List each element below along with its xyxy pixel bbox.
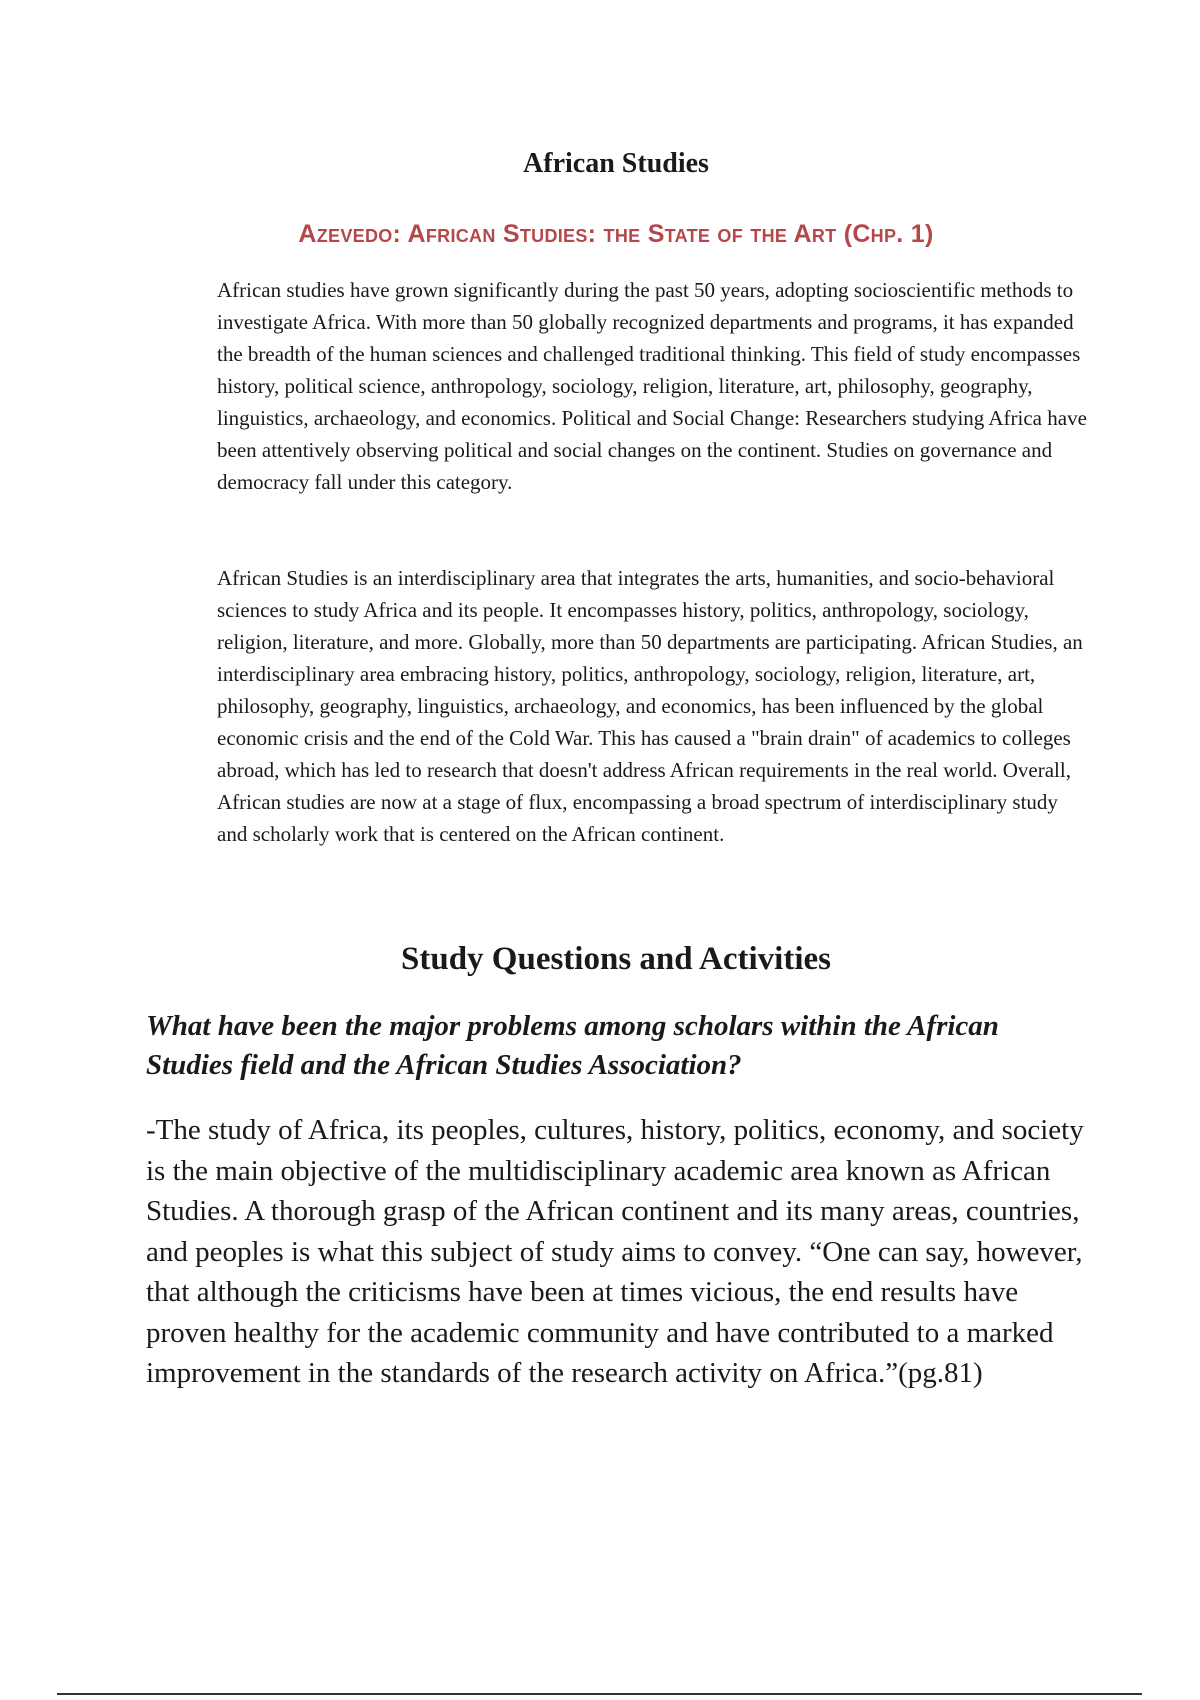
chapter-heading: Azevedo: African Studies: the State of the Art (Chp. 1) bbox=[298, 220, 934, 248]
study-question: What have been the major problems among scholars within the African Studies field and the African Studies Association? bbox=[146, 1010, 999, 1081]
page-title: African Studies bbox=[523, 148, 709, 179]
study-answer: -The study of Africa, its peoples, cultures, history, politics, economy, and society is the main objective of the multidisciplinary academic area known as African Studies. A thorough grasp of the African continent and its many areas, countries, and peoples is what this subject of study aims to convey. “One can say, however, that although the criticisms have been at times vicious, the end results have proven healthy for the academic community and have contributed to a marked improvement in the standards of the research activity on Africa.”(pg.81) bbox=[146, 1114, 1084, 1389]
section-heading: Study Questions and Activities bbox=[401, 941, 831, 977]
summary-paragraph-1: African studies have grown significantly during the past 50 years, adopting socioscientific methods to investigate Africa. With more than 50 globally recognized departments and programs, it has expanded the breadth of the human sciences and challenged traditional thinking. This field of study encompasses history, political science, anthropology, sociology, religion, literature, art, philosophy, geography, linguistics, archaeology, and economics. Political and Social Change: Researchers studying Africa have been attentively observing political and social changes on the continent. Studies on governance and democracy fall under this category. bbox=[217, 278, 1087, 494]
summary-paragraph-2: African Studies is an interdisciplinary area that integrates the arts, humanities, and socio-behavioral sciences to study Africa and its people. It encompasses history, politics, anthropology, sociology, religion, literature, and more. Globally, more than 50 departments are participating. African Studies, an interdisciplinary area embracing history, politics, anthropology, sociology, religion, literature, art, philosophy, geography, linguistics, archaeology, and economics, has been influenced by the global economic crisis and the end of the Cold War. This has caused a "brain drain" of academics to colleges abroad, which has led to research that doesn't address African requirements in the real world. Overall, African studies are now at a stage of flux, encompassing a broad spectrum of interdisciplinary study and scholarly work that is centered on the African continent. bbox=[217, 566, 1083, 846]
footer-divider bbox=[57, 1693, 1142, 1695]
